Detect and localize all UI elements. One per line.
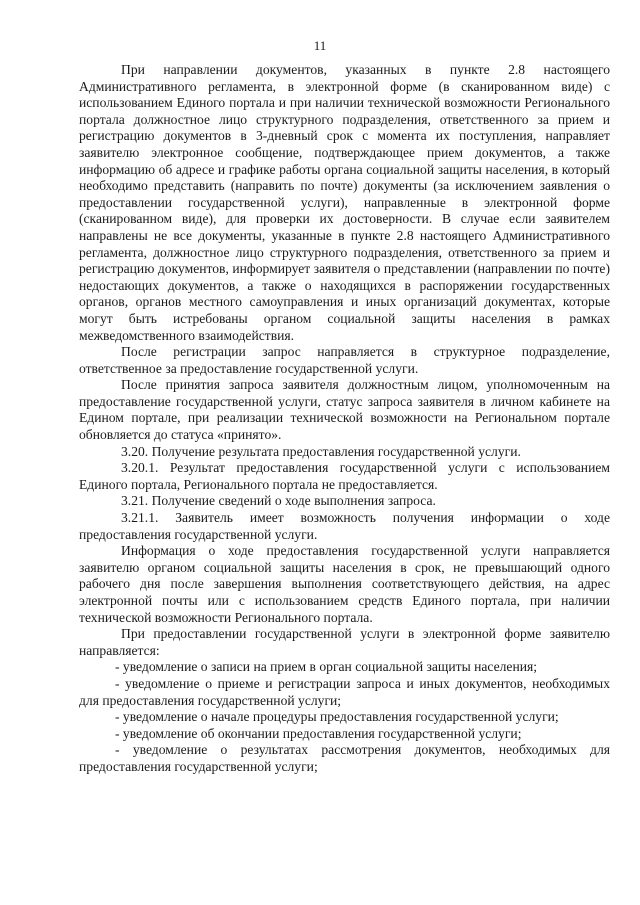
- paragraph-status-accepted: После принятия запроса заявителя должностным лицом, уполномоченным на предоставление государственной услуги, статус запроса заявителя в личном кабинете на Едином портале, при реализации технической возможности на Региональном портале обновляется до статуса «принято».: [79, 377, 610, 443]
- paragraph-3-21: 3.21. Получение сведений о ходе выполнения запроса.: [121, 493, 436, 509]
- list-item: - уведомление о результатах рассмотрения документов, необходимых для предоставления государственной услуги;: [79, 742, 610, 774]
- page-number: 11: [313, 38, 327, 53]
- list-item: - уведомление о записи на прием в орган социальной защиты населения;: [115, 659, 538, 675]
- paragraph-3-20-1: 3.20.1. Результат предоставления государственной услуги с использованием Единого портала, Регионального портала не предоставляется.: [79, 460, 610, 492]
- list-item: - уведомление о начале процедуры предоставления государственной услуги;: [115, 709, 559, 725]
- paragraph-electronic-documents: При направлении документов, указанных в пункте 2.8 настоящего Административного регламента, в электронной форме (в сканированном виде) с использованием Единого портала и при наличии технической возможности Регионального портала должностное лицо структурного подразделения, ответственного за прием и регистрацию документов в 3-дневный срок с момента их поступления, направляет заявителю электронное сообщение, подтверждающее прием документов, а также информацию об адресе и графике работы органа социальной защиты населения, в который необходимо представить (направить по почте) документы (за исключением заявления о предоставлении государственной услуги), направленные в электронной форме (сканированном виде), для проверки их достоверности. В случае если заявителем направлены не все документы, указанные в пункте 2.8 настоящего Административного регламента, должностное лицо структурного подразделения, ответственного за прием и регистрацию документов, информирует заявителя о представлении (направлении по почте) недостающих документов, а также о находящихся в распоряжении государственных органов, органов местного самоуправления и иных организаций документах, которые могут быть истребованы органом социальной защиты населения в рамках межведомственного взаимодействия.: [79, 62, 610, 343]
- document-body: [79, 62, 610, 776]
- paragraph-notifications-intro: При предоставлении государственной услуги в электронной форме заявителю направляется:: [79, 626, 610, 658]
- paragraph-3-20: 3.20. Получение результата предоставления государственной услуги.: [121, 443, 521, 459]
- list-item: - уведомление об окончании предоставления государственной услуги;: [115, 725, 522, 741]
- paragraph-registration: После регистрации запрос направляется в структурное подразделение, ответственное за предоставление государственной услуги.: [79, 344, 610, 376]
- list-item: - уведомление о приеме и регистрации запроса и иных документов, необходимых для предоставления государственной услуги;: [79, 675, 610, 708]
- paragraph-progress-information: Информация о ходе предоставления государственной услуги направляется заявителю органом социальной защиты населения в срок, не превышающий одного рабочего дня после завершения выполнения соответствующего действия, на адрес электронной почты или с использованием средств Единого портала, при наличии технической возможности Регионального портала.: [79, 543, 610, 625]
- paragraph-3-21-1: 3.21.1. Заявитель имеет возможность получения информации о ходе предоставления государственной услуги.: [79, 510, 610, 542]
